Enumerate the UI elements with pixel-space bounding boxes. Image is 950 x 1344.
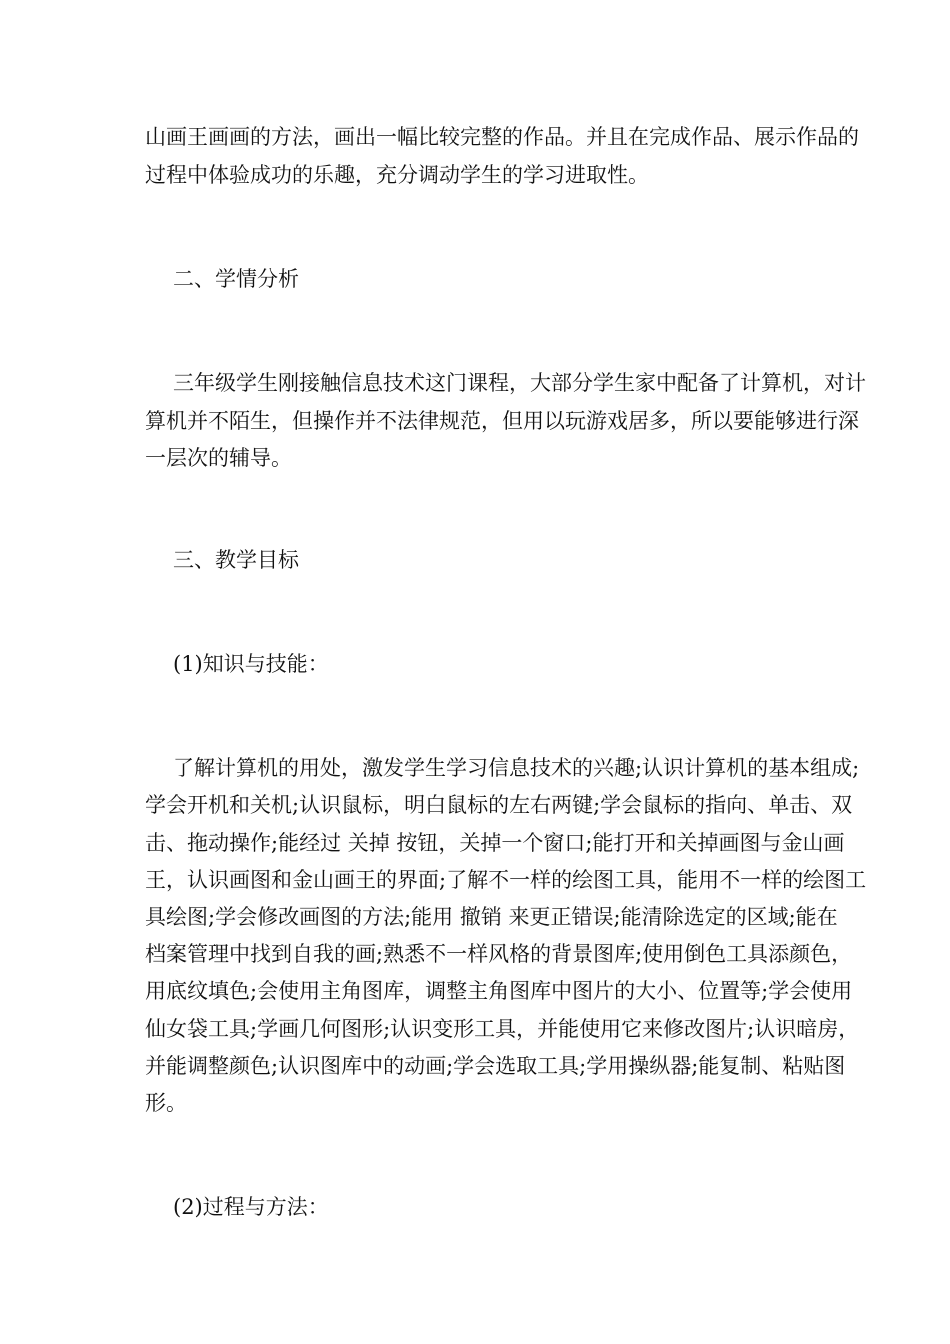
paragraph-line: 三年级学生刚接触信息技术这门课程，大部分学生家中配备了计算机，对计 <box>173 371 866 395</box>
paragraph-line: 过程中体验成功的乐趣，充分调动学生的学习进取性。 <box>145 163 649 187</box>
paragraph-line: 形。 <box>145 1091 187 1115</box>
paragraph-line: 学会开机和关机;认识鼠标，明白鼠标的左右两键;学会鼠标的指向、单击、双 <box>145 793 853 817</box>
subsection-heading: (2)过程与方法： <box>173 1195 329 1219</box>
section-heading: 三、教学目标 <box>173 548 299 572</box>
paragraph-line: 一层次的辅导。 <box>145 446 292 470</box>
paragraph-line: 仙女袋工具;学画几何图形;认识变形工具，并能使用它来修改图片;认识暗房， <box>145 1017 860 1041</box>
paragraph-line: 具绘图;学会修改画图的方法;能用 撤销 来更正错误;能清除选定的区域;能在 <box>145 905 838 929</box>
paragraph-line: 用底纹填色;会使用主角图库，调整主角图库中图片的大小、位置等;学会使用 <box>145 979 853 1003</box>
paragraph-line: 击、拖动操作;能经过 关掉 按钮，关掉一个窗口;能打开和关掉画图与金山画 <box>145 831 845 855</box>
paragraph-line: 了解计算机的用处，激发学生学习信息技术的兴趣;认识计算机的基本组成; <box>173 756 860 780</box>
paragraph-line: 算机并不陌生，但操作并不法律规范，但用以玩游戏居多，所以要能够进行深 <box>145 409 859 433</box>
paragraph-line: 山画王画画的方法，画出一幅比较完整的作品。并且在完成作品、展示作品的 <box>145 125 859 149</box>
paragraph-line: 并能调整颜色;认识图库中的动画;学会选取工具;学用操纵器;能复制、粘贴图 <box>145 1054 846 1078</box>
paragraph-line: 王，认识画图和金山画王的界面;了解不一样的绘图工具，能用不一样的绘图工 <box>145 868 867 892</box>
subsection-heading: (1)知识与技能： <box>173 652 329 676</box>
paragraph-line: 档案管理中找到自我的画;熟悉不一样风格的背景图库;使用倒色工具添颜色， <box>145 942 853 966</box>
section-heading: 二、学情分析 <box>173 267 299 291</box>
